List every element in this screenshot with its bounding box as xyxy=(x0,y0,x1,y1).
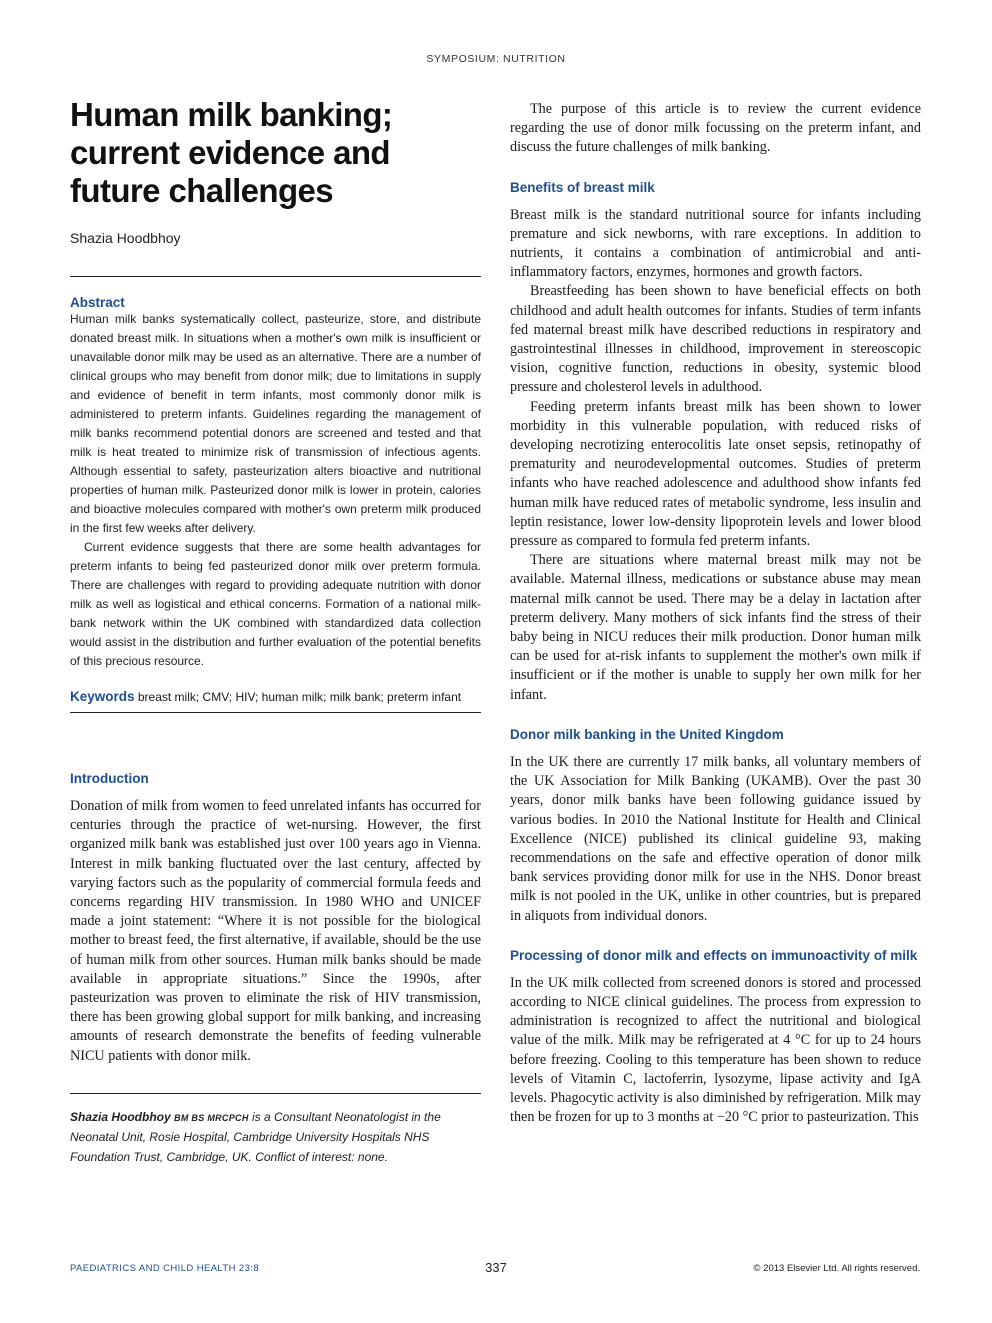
introduction-paragraph: Donation of milk from women to feed unrelated infants has occurred for centuries through the practice of wet-nursing. However, the first organized milk bank was established just over 100 years ago in Vienna. Interest in milk banking fluctuated over the last century, affected by varying factors such as the popularity of commercial formula feeds and concerns regarding HIV transmission. In 1980 WHO and UNICEF made a joint statement: “Where it is not possible for the biological mother to breast feed, the first alternative, if available, should be the use of human milk from other sources. Human milk banks should be made available in appropriate situations.” Since the 1990s, after pasteurization was proven to eliminate the risk of HIV transmission, there has been growing global support for milk banking, and increasing amounts of research demonstrate the benefits of feeding vulnerable NICU patients with donor milk. xyxy=(70,798,481,1064)
article-title: Human milk banking; current evidence and future challenges xyxy=(70,96,393,209)
benefits-paragraph: Feeding preterm infants breast milk has been shown to lower morbidity in this vulnerable population, with reduced risks of developing necrotizing enterocolitis late onset sepsis, retinopathy of prematurity and neurodevelopmental outcomes. Studies of preterm infants who have reached adolescence and adulthood show infants fed human milk have reduced rates of metabolic syndrome, less insulin and leptin resistance, lower low-density lipoprotein levels and lower blood pressure as compared to formula fed preterm infants. xyxy=(510,398,921,550)
footnote-rule xyxy=(70,1093,481,1094)
purpose-paragraph: The purpose of this article is to review the current evidence regarding the use of donor milk focussing on the preterm infant, and discuss the future challenges of milk banking. xyxy=(510,101,921,156)
footer-page-number: 337 xyxy=(485,1260,507,1275)
footer-journal: PAEDIATRICS AND CHILD HEALTH 23:8 xyxy=(70,1263,259,1274)
divider-rule xyxy=(70,712,481,713)
right-column xyxy=(510,100,921,1127)
uk-banking-heading: Donor milk banking in the United Kingdom xyxy=(510,726,784,742)
processing-paragraph: In the UK milk collected from screened donors is stored and processed according to NICE clinical guidelines. The process from expression to administration is recognized to affect the nutritional and biological value of the milk. Milk may be refrigerated at 4 °C for up to 24 hours before freezing. Cooling to this temperature has been shown to reduce levels of Vitamin C, lactoferrin, lysozyme, lipase activity and IgA levels. Phagocytic activity is also diminished by refrigeration. Milk may then be frozen for up to 3 months at −20 °C prior to pasteurization. This xyxy=(510,974,921,1126)
left-column xyxy=(70,96,481,1167)
footer-copyright: © 2013 Elsevier Ltd. All rights reserved. xyxy=(753,1263,920,1274)
benefits-heading: Benefits of breast milk xyxy=(510,179,655,195)
keywords-list: breast milk; CMV; HIV; human milk; milk bank; preterm infant xyxy=(137,690,462,704)
benefits-paragraph: Breastfeeding has been shown to have beneficial effects on both childhood and adult health outcomes for infants. Studies of term infants fed maternal breast milk have described reductions in respiratory and gastrointestinal illnesses in childhood, improvement in stereoscopic vision, cognitive function, reductions in obesity, systemic blood pressure and cholesterol levels in adulthood. xyxy=(510,283,921,396)
section-label: SYMPOSIUM: NUTRITION xyxy=(426,53,566,65)
processing-heading: Processing of donor milk and effects on immunoactivity of milk xyxy=(510,947,918,963)
keywords-label: Keywords xyxy=(70,689,135,704)
divider-rule xyxy=(70,276,481,277)
author-note xyxy=(70,1108,481,1168)
abstract-paragraph: Current evidence suggests that there are some health advantages for preterm infants to being fed pasteurized donor milk over preterm formula. There are challenges with regard to providing adequate nutrition with donor milk as well as logistical and ethical concerns. Formation of a national milk-bank network within the UK combined with standardized data collection would assist in the distribution and further evaluation of the potential benefits of this precious resource. xyxy=(70,540,481,668)
keywords-line xyxy=(70,687,481,707)
author-name: Shazia Hoodbhoy xyxy=(70,230,181,246)
abstract-paragraph: Human milk banks systematically collect, pasteurize, store, and distribute donated breast milk. In situations when a mother's own milk is insufficient or unavailable donor milk may be used as an alternative. There are a number of clinical groups who may benefit from donor milk; due to limitations in supply and evidence of benefit in term infants, most commonly donor milk is administered to preterm infants. Guidelines regarding the management of milk banks recommend potential donors are screened and tested and that milk is heat treated to minimize risk of transmission of infectious agents. Although essential to safety, pasteurization alters bioactive and nutritional properties of human milk. Pasteurized donor milk is lower in protein, calories and bioactive molecules compared with mother's own preterm milk produced in the first few weeks after delivery. xyxy=(70,312,481,535)
uk-banking-paragraph: In the UK there are currently 17 milk banks, all voluntary members of the UK Association for Milk Banking (UKAMB). Over the past 30 years, donor milk banks have been following guidance issued by various bodies. In 2010 the National Institute for Health and Clinical Excellence (NICE) published its clinical guideline 93, making recommendations on the safe and effective operation of donor milk bank services providing donor milk for use in the NHS. Donor breast milk is not pooled in the UK, unlike in other countries, but is prepared in aliquots from individual donors. xyxy=(510,753,921,924)
benefits-paragraph: There are situations where maternal breast milk may not be available. Maternal illness, medications or substance abuse may mean maternal milk cannot be used. There may be a delay in lactation after preterm delivery. Many mothers of sick infants find the stress of their baby being in NICU reduces their milk production. Donor human milk can be used for at-risk infants to supplement the mother's own milk if insufficient or if the mother is unable to supply her own milk for her infant. xyxy=(510,552,921,703)
benefits-paragraph: Breast milk is the standard nutritional source for infants including premature and sick newborns, with rare exceptions. In addition to nutrients, it contains a combination of antimicrobial and anti-inflammatory factors, enzymes, hormones and growth factors. xyxy=(510,206,921,281)
abstract-heading: Abstract xyxy=(70,295,125,310)
introduction-heading: Introduction xyxy=(70,771,149,786)
author-note-name: Shazia Hoodbhoy xyxy=(70,1109,171,1124)
author-note-credentials: BM BS MRCPCH xyxy=(174,1112,249,1123)
author-note-text: is a Consultant Neonatologist in the Neonatal Unit, Rosie Hospital, Cambridge University Hospitals NHS Foundation Trust, Cambridge, UK. Conflict of interest: none. xyxy=(70,1109,441,1164)
